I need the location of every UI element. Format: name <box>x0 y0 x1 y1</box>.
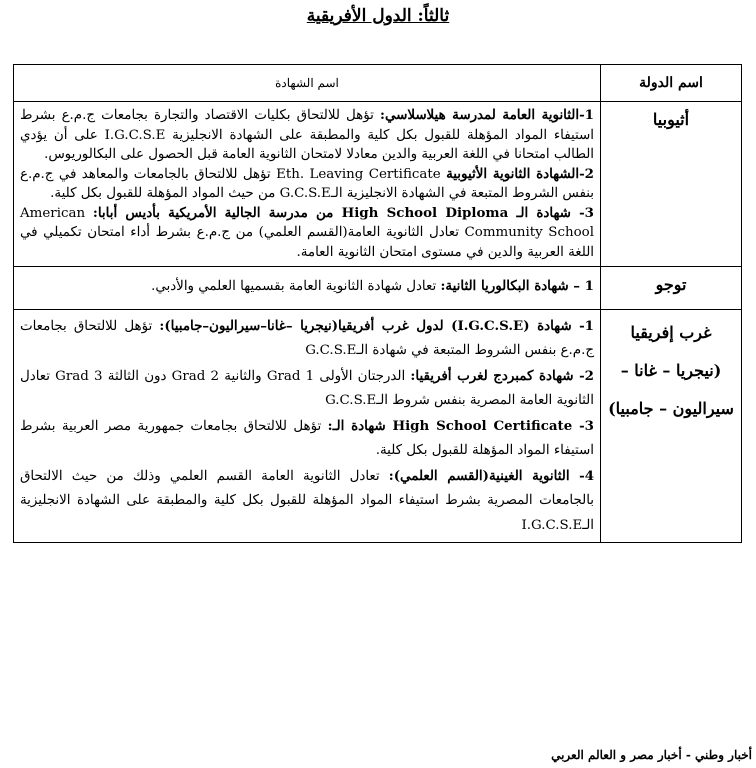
certificate-item <box>20 414 594 464</box>
certificate-name: 1 – شهادة البكالوريا الثانية: <box>440 278 594 294</box>
certificate-desc: تعادل شهادة الثانوية العامة بقسميها العلمي والأدبي. <box>151 279 441 294</box>
page-title: ثالثاً: الدول الأفريقية <box>306 6 450 26</box>
table-row-togo <box>14 267 742 310</box>
certificate-desc: تؤهل للالتحاق بجامعات ج.م.ع بنفس الشروط المتبعة في شهادة الـG.C.S.E <box>20 318 594 358</box>
certificate-name: 3- High School Certificate شهادة الـ: <box>327 417 594 434</box>
country-cell: غرب إفريقيا (نيجريا – غانا – سيراليون – جامبيا) <box>601 309 742 543</box>
certificate-cell <box>14 102 601 267</box>
certificate-name: 4- الثانوية الغينية(القسم العلمي): <box>388 467 595 484</box>
certificate-cell <box>14 309 601 543</box>
certificate-item <box>20 314 594 364</box>
certificate-name: 3- شهادة الـ High School Diploma من مدرسة الجالية الأمريكية بأديس أبابا: <box>92 204 594 221</box>
footer-credit: أخبار وطني - أخبار مصر و العالم العربي <box>547 748 756 762</box>
certificate-desc: Eth. Leaving Certificate تؤهل للالتحاق بالجامعات والمعاهد في ج.م.ع بنفس الشروط المتبعة في الشهادة الانجليزية الـG.C.S.E من حيث المواد المؤهلة للقبول بكل كلية. <box>20 166 594 201</box>
countries-table <box>13 64 742 543</box>
certificate-name: 1- شهادة (I.G.C.S.E) لدول غرب أفريقيا(نيجريا –غانا–سيراليون–جامبيا): <box>159 317 594 334</box>
certificate-desc: تعادل الثانوية العامة القسم العلمي وذلك من حيث الالتحاق بالجامعات المصرية بشرط استيفاء المواد المؤهلة للقبول بكل كلية والمطبقة على الشهادة الانجليزية الـI.G.C.S.E <box>20 468 594 533</box>
certificate-name: 2-الشهادة الثانوية الأثيوبية <box>446 165 594 182</box>
certificate-item <box>20 165 594 204</box>
table-header-row <box>14 65 742 102</box>
table-row-west-africa <box>14 309 742 543</box>
certificate-desc: تؤهل للالتحاق بجامعات جمهورية مصر العربية بشرط استيفاء المواد المؤهلة للقبول بكل كلية. <box>20 418 594 458</box>
certificate-name: 2- شهادة كمبردج لغرب أفريقيا: <box>410 367 594 384</box>
certificate-desc: الدرجتان الأولى Grad 1 والثانية Grad 2 دون الثالثة Grad 3 تعادل الثانوية العامة المصرية بنفس شروط الـG.C.S.E <box>20 368 594 408</box>
certificate-name: 1-الثانوية العامة لمدرسة هيلاسلاسي: <box>380 107 594 123</box>
certificate-item <box>20 464 594 539</box>
certificate-desc: تؤهل للالتحاق بكليات الاقتصاد والتجارة بجامعات ج.م.ع بشرط استيفاء المواد المؤهلة للقبول بكل كلية والمطبقة على الشهادة الانجليزية I.G.C.S.E على أن يؤدي الطالب امتحانا في اللغة العربية والدين معادلا لامتحان الثانوية العامة قبل الحصول على البكالوريوس. <box>20 108 594 162</box>
certificate-desc: American Community School تعادل الثانوية العامة(القسم العلمي) من ج.م.ع بشرط أداء امتحان تكميلي في اللغة العربية والدين في مستوى امتحان الثانوية العامة. <box>20 205 594 260</box>
header-country: اسم الدولة <box>601 65 742 102</box>
certificate-cell <box>14 267 601 310</box>
certificate-item <box>20 364 594 414</box>
country-cell: توجو <box>601 267 742 310</box>
certificate-item <box>20 106 594 165</box>
header-certificate: اسم الشهادة <box>14 65 601 102</box>
certificate-item <box>20 204 594 263</box>
table-row-ethiopia <box>14 102 742 267</box>
country-cell: أثيوبيا <box>601 102 742 267</box>
certificate-item <box>20 277 594 297</box>
